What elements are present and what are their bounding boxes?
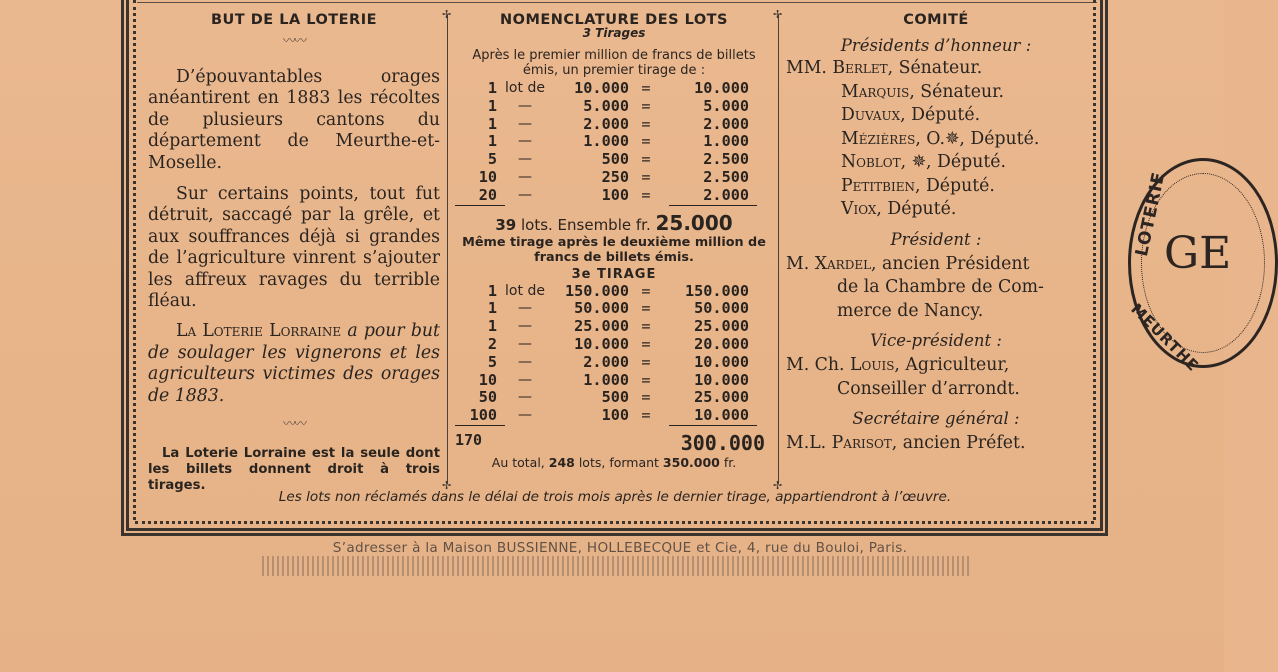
honorary-president-name: Mézières [841, 128, 916, 149]
purpose-column [148, 12, 440, 493]
lot-unit: — [518, 300, 532, 317]
vice-president-title: M. Ch. [786, 355, 851, 375]
lot-count: 100 [469, 406, 497, 425]
honorary-presidents-list [786, 57, 1086, 222]
committee-column [786, 12, 1086, 456]
lot-total: 2.500 [703, 167, 749, 186]
lot-value: 500 [601, 150, 629, 169]
honorary-president-role: , Député. [876, 199, 957, 219]
lot-unit: — [518, 407, 532, 424]
lot-count: 1 [487, 299, 497, 318]
lot-count: 10 [478, 167, 497, 186]
draw1-table [455, 80, 773, 205]
lot-value: 1.000 [583, 132, 629, 151]
equals-sign: = [641, 79, 651, 97]
president-name: Xardel [814, 253, 872, 274]
equals-sign: = [641, 150, 651, 169]
president-role: , ancien Président [871, 253, 1030, 274]
lot-total: 10.000 [694, 406, 749, 425]
lot-unit: — [518, 168, 532, 185]
lot-row [455, 98, 773, 116]
lot-total: 25.000 [694, 388, 749, 407]
lot-row [455, 300, 773, 318]
stamp-text-bottom: MEURTHE [1127, 300, 1203, 376]
purpose-paragraph-3 [148, 321, 440, 407]
draw1-intro: Après le premier million de francs de billets émis, un premier tirage de : [472, 48, 756, 78]
lot-count: 2 [487, 334, 497, 353]
equals-sign: = [641, 317, 651, 336]
honorary-president [786, 128, 1086, 152]
honorary-president-role: , Député. [914, 175, 995, 196]
draw1-total [455, 211, 773, 235]
honorary-president-role: , O.✵, Député. [915, 128, 1040, 149]
lot-unit: — [518, 371, 532, 388]
prizes-heading: NOMENCLATURE DES LOTS [499, 12, 728, 28]
equals-sign: = [641, 352, 651, 371]
unclaimed-prizes-notice: Les lots non réclamés dans le délai de trois mois après le dernier tirage, appartiendront à l’œuvre. [278, 489, 952, 505]
lot-count: 1 [487, 114, 497, 133]
lot-row [455, 151, 773, 169]
lot-count: 1 [487, 96, 497, 115]
vice-president-role: , Agriculteur, [894, 355, 1010, 375]
sum-rule [455, 425, 773, 427]
honorary-president-name: Duvaux [841, 105, 901, 125]
purpose-heading: BUT DE LA LOTERIE [210, 12, 378, 28]
lot-row [455, 116, 773, 134]
draw1-total-value: 25.000 [655, 210, 733, 235]
equals-sign: = [641, 114, 651, 133]
lot-unit: — [518, 151, 532, 168]
honorary-president-role: , Député. [900, 105, 981, 125]
honorary-president [786, 81, 1086, 105]
secretary-label: Secrétaire général : [852, 409, 1020, 428]
purpose-paragraph-3-text: a pour but de soulager les vignerons et les agriculteurs victimes des orages de 1883. [148, 321, 441, 406]
lot-total: 20.000 [694, 334, 749, 353]
prizes-subheading: 3 Tirages [582, 26, 646, 40]
lot-total: 10.000 [694, 79, 749, 97]
lot-row [455, 407, 773, 425]
lot-row [455, 283, 773, 301]
stamp-text-middle: GE [1164, 228, 1232, 279]
equals-sign: = [641, 167, 651, 186]
lot-unit: — [518, 133, 532, 150]
lot-count: 5 [487, 352, 497, 371]
secretary-name: Parisot [831, 433, 892, 453]
lot-count: 1 [487, 79, 497, 97]
lottery-name: La Loterie Lorraine [176, 321, 342, 342]
lot-value: 500 [601, 388, 629, 407]
lot-total: 2.500 [703, 150, 749, 169]
draw3-heading: 3e TIRAGE [571, 266, 657, 282]
ornament-swash-icon: 〰〰 [282, 417, 305, 433]
lot-unit: — [518, 335, 532, 352]
lot-count: 1 [487, 132, 497, 151]
lot-value: 100 [601, 406, 629, 425]
honorary-president-role: , Sénateur. [887, 58, 983, 78]
equals-sign: = [641, 281, 651, 300]
lot-count: 5 [487, 150, 497, 169]
lot-unit: — [518, 353, 532, 370]
equals-sign: = [641, 185, 651, 204]
honorary-president-name: Berlet [832, 58, 888, 78]
grand-total-value: 350.000 [662, 454, 720, 470]
committee-heading: COMITÉ [903, 12, 969, 28]
ornament-swash-icon: 〰〰 [282, 34, 305, 49]
lot-total: 50.000 [694, 299, 749, 318]
honorary-president [786, 198, 1086, 222]
lot-value: 10.000 [574, 334, 629, 353]
lot-row [455, 187, 773, 205]
stamp-text-top: LOTERIE [1132, 169, 1170, 259]
purpose-paragraph-2: Sur certains points, tout fut détruit, saccagé par la grêle, et aux souffrances déjà si grandes de l’agriculture vinrent s’ajouter les affreux ravages du terrible fléau. [148, 184, 440, 312]
grand-total-lots: 248 [548, 454, 575, 470]
lot-row [455, 372, 773, 390]
lot-unit: lot de [505, 282, 545, 299]
equals-sign: = [641, 334, 651, 353]
lot-count: 50 [478, 388, 497, 407]
vice-president-label: Vice-président : [870, 331, 1002, 350]
grand-total [455, 455, 773, 470]
president-line-1 [786, 253, 1086, 277]
honorary-presidents-label: Présidents d’honneur : [840, 36, 1032, 55]
lot-value: 250 [601, 167, 629, 186]
draw2-note: Même tirage après le deuxième million de francs de billets émis. [462, 234, 766, 265]
lot-row [455, 318, 773, 336]
prizes-column [455, 12, 773, 470]
lot-unit: — [518, 97, 532, 114]
lot-unit: — [518, 318, 532, 335]
honorary-president-role: , ✵, Député. [900, 152, 1006, 172]
honorary-president [786, 104, 1086, 128]
lot-count: 10 [478, 370, 497, 389]
honorary-president-title: MM. [786, 58, 833, 78]
lot-unit: lot de [505, 80, 545, 96]
honorary-president [786, 151, 1086, 175]
equals-sign: = [641, 299, 651, 318]
lot-row [455, 354, 773, 372]
lot-row [455, 389, 773, 407]
vice-president-line-1 [786, 354, 1086, 378]
secretary-line [786, 432, 1086, 456]
grand-total-text: lots, formant [574, 454, 663, 470]
equals-sign: = [641, 96, 651, 115]
grand-total-text: fr. [719, 454, 737, 470]
draw3-total-lots: 170 [455, 430, 483, 449]
lot-value: 25.000 [574, 317, 629, 336]
three-draws-note: La Loterie Lorraine est la seule dont les billets donnent droit à trois tirages. [148, 446, 440, 493]
lot-count: 1 [487, 317, 497, 336]
lot-value: 100 [601, 185, 629, 204]
column-divider-right [778, 14, 779, 484]
honorary-president [786, 57, 1086, 81]
president-label: Président : [890, 229, 982, 249]
lot-row [455, 336, 773, 354]
honorary-president-name: Petitbien [841, 175, 915, 196]
grand-total-text: Au total, [491, 454, 549, 470]
lot-total: 2.000 [703, 114, 749, 133]
lot-row [455, 80, 773, 98]
purpose-paragraph-1: D’épouvantables orages anéantirent en 1883 les récoltes de plusieurs cantons du département de Meurthe-et-Moselle. [148, 67, 440, 173]
honorary-president-role: , Sénateur. [909, 81, 1004, 102]
lot-total: 5.000 [703, 96, 749, 115]
lot-unit: — [518, 389, 532, 406]
lot-count: 1 [487, 281, 497, 300]
draw1-total-lots: 39 [495, 215, 517, 234]
equals-sign: = [641, 388, 651, 407]
lot-value: 2.000 [583, 114, 629, 133]
lot-total: 1.000 [703, 132, 749, 151]
secretary-title: M.L. [786, 433, 832, 453]
ink-smudge [262, 556, 972, 576]
vice-president-name: Louis [850, 355, 895, 375]
honorary-president-name: Noblot [841, 152, 901, 172]
lot-value: 1.000 [583, 370, 629, 389]
lot-count: 20 [478, 185, 497, 204]
draw3-total-value: 300.000 [680, 430, 765, 455]
lot-total: 10.000 [694, 352, 749, 371]
president-line-3: merce de Nancy. [837, 300, 984, 321]
draw3-table [455, 283, 773, 425]
sum-rule [455, 205, 773, 207]
equals-sign: = [641, 370, 651, 389]
honorary-president-name: Marquis [841, 81, 910, 102]
lot-value: 150.000 [564, 281, 629, 300]
lot-row [455, 133, 773, 151]
lot-total: 150.000 [684, 281, 749, 300]
column-divider-left [447, 14, 448, 484]
equals-sign: = [641, 132, 651, 151]
lot-total: 10.000 [694, 370, 749, 389]
lot-value: 50.000 [574, 299, 629, 318]
draw3-total [455, 431, 773, 455]
vice-president-line-2: Conseiller d’arrondt. [837, 378, 1020, 399]
honorary-president-name: Viox [841, 199, 877, 219]
secretary-role: , ancien Préfet. [891, 433, 1026, 453]
lot-value: 10.000 [574, 79, 629, 97]
equals-sign: = [641, 406, 651, 425]
lot-value: 2.000 [583, 352, 629, 371]
contact-address: S’adresser à la Maison BUSSIENNE, HOLLEBECQUE et Cie, 4, rue du Bouloi, Paris. [332, 540, 908, 556]
draw1-total-label: lots. Ensemble fr. [520, 215, 651, 234]
honorary-president [786, 175, 1086, 199]
lot-unit: — [518, 115, 532, 132]
lot-row [455, 169, 773, 187]
president-title: M. [786, 253, 815, 274]
president-line-2: de la Chambre de Com- [837, 277, 1044, 297]
lot-total: 25.000 [694, 317, 749, 336]
lot-unit: — [518, 186, 532, 203]
lot-value: 5.000 [583, 96, 629, 115]
lot-total: 2.000 [703, 185, 749, 204]
